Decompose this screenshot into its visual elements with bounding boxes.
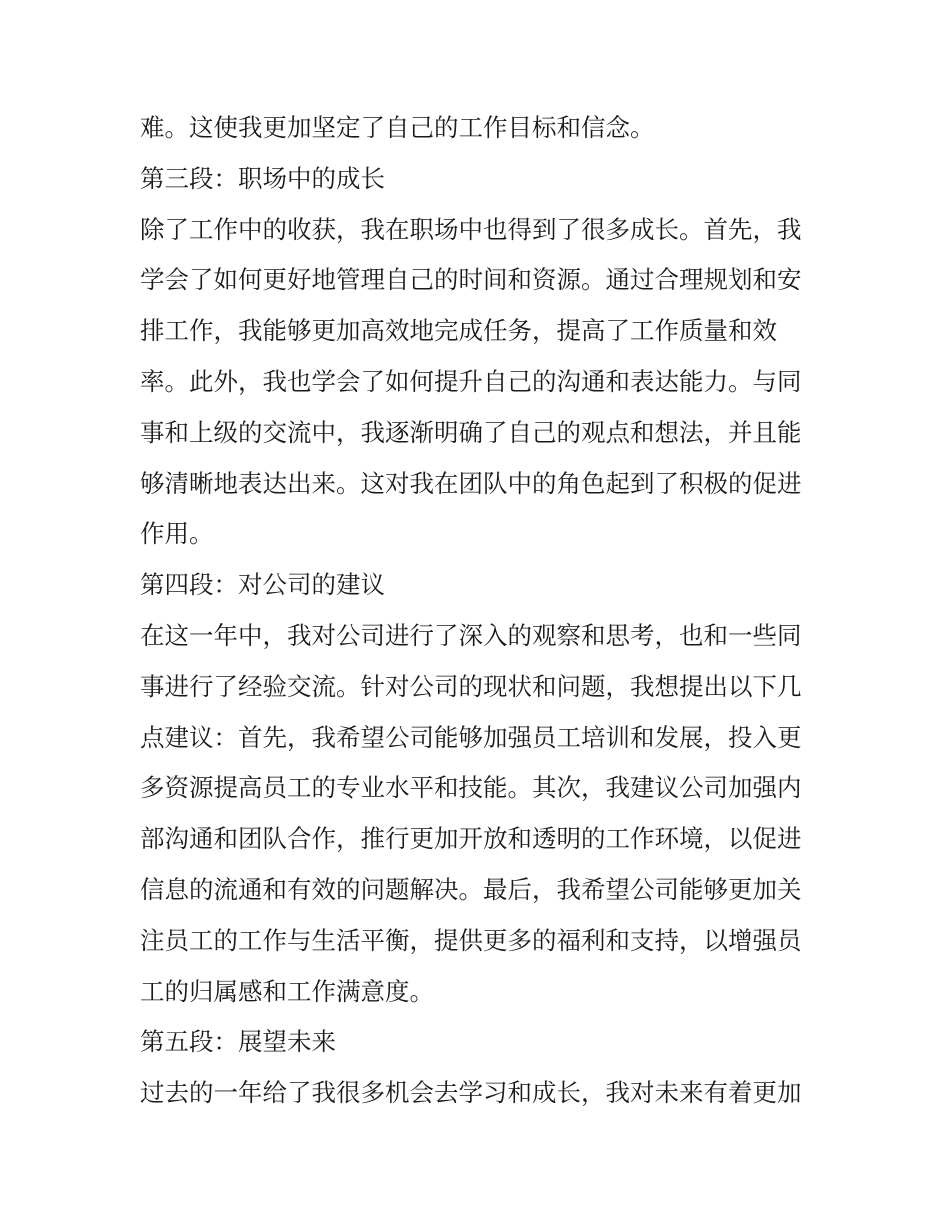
paragraph-line: 点建议：首先，我希望公司能够加强员工培训和发展，投入更 [140, 722, 802, 752]
paragraph-line: 在这一年中，我对公司进行了深入的观察和思考，也和一些同 [140, 620, 802, 650]
paragraph-line: 难。这使我更加坚定了自己的工作目标和信念。 [140, 113, 655, 142]
paragraph-line: 工的归属感和工作满意度。 [140, 976, 434, 1006]
paragraph-line: 除了工作中的收获，我在职场中也得到了很多成长。首先，我 [140, 214, 802, 244]
paragraph-line: 事进行了经验交流。针对公司的现状和问题，我想提出以下几 [140, 671, 802, 701]
paragraph-line: 够清晰地表达出来。这对我在团队中的角色起到了积极的促进 [140, 468, 802, 498]
paragraph-line: 信息的流通和有效的问题解决。最后，我希望公司能够更加关 [140, 874, 802, 904]
section-heading-5: 第五段：展望未来 [140, 1027, 336, 1057]
paragraph-line: 注员工的工作与生活平衡，提供更多的福利和支持，以增强员 [140, 925, 802, 955]
document-body [140, 103, 815, 1119]
paragraph-line: 作用。 [140, 519, 214, 549]
paragraph-line: 部沟通和团队合作，推行更加开放和透明的工作环境，以促进 [140, 824, 802, 854]
paragraph-line: 事和上级的交流中，我逐渐明确了自己的观点和想法，并且能 [140, 417, 802, 447]
paragraph-line: 学会了如何更好地管理自己的时间和资源。通过合理规划和安 [140, 265, 802, 295]
section-heading-4: 第四段：对公司的建议 [140, 570, 385, 600]
paragraph-line: 多资源提高员工的专业水平和技能。其次，我建议公司加强内 [140, 773, 802, 803]
paragraph-line: 排工作，我能够更加高效地完成任务，提高了工作质量和效 [140, 316, 777, 346]
paragraph-line: 过去的一年给了我很多机会去学习和成长，我对未来有着更加 [140, 1078, 802, 1108]
section-heading-3: 第三段：职场中的成长 [140, 163, 385, 193]
paragraph-line: 率。此外，我也学会了如何提升自己的沟通和表达能力。与同 [140, 366, 802, 396]
